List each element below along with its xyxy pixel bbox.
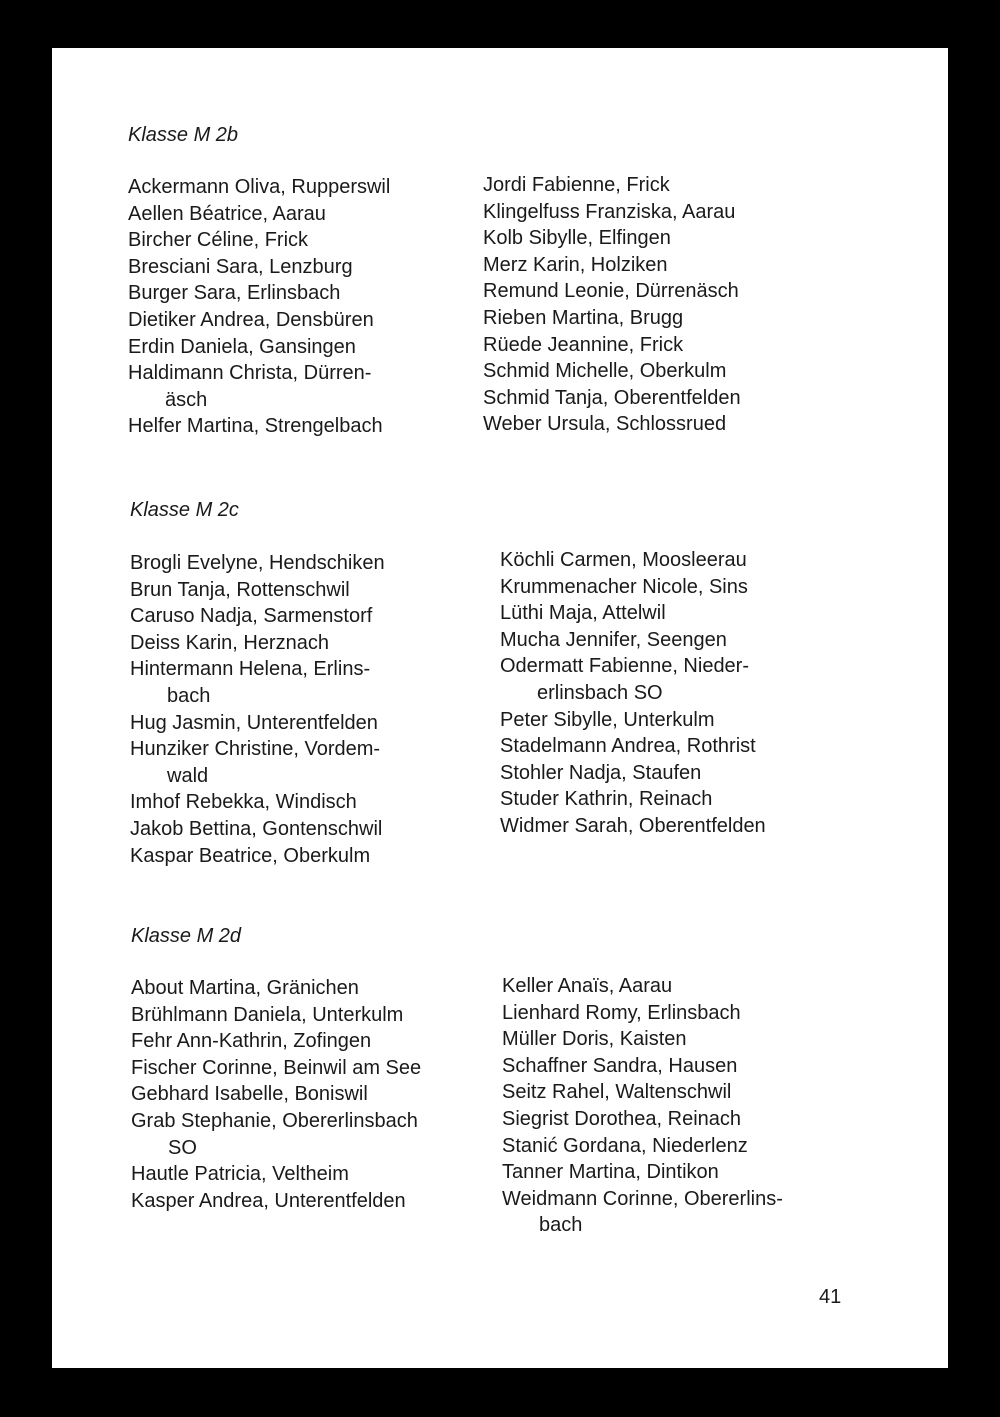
student-entry-text: Rüede Jeannine, Frick [483,333,684,356]
student-list-left [130,550,385,869]
student-entry-text: Fischer Corinne, Beinwil am See [131,1056,422,1079]
section-heading: Klasse M 2c [130,499,239,521]
student-entry-text: Burger Sara, Erlinsbach [128,282,341,305]
student-entry [500,653,766,706]
student-entry-text: Schaffner Sandra, Hausen [502,1054,738,1077]
student-entry [500,600,766,627]
student-entry [131,1188,421,1215]
student-entry-text: Krummenacher Nicole, Sins [500,575,748,598]
student-entry-text: Rieben Martina, Brugg [483,306,684,329]
student-entry-text: Lüthi Maja, Attelwil [500,602,666,625]
student-entry-text: Kolb Sibylle, Elfingen [483,227,671,250]
student-entry-text: Hautle Patricia, Veltheim [131,1163,349,1186]
student-entry [502,1106,783,1133]
student-entry [502,1133,783,1160]
student-entry [483,332,741,359]
student-entry [130,630,385,657]
student-entry-text: Remund Leonie, Dürrenäsch [483,280,739,303]
student-entry [130,710,385,737]
student-entry [131,1002,421,1029]
student-entry [131,1161,421,1188]
student-list-right [483,172,741,438]
student-entry [128,280,390,307]
student-entry [502,1026,783,1053]
student-entry [130,843,385,870]
student-entry [131,1055,421,1082]
student-entry-text: Kaspar Beatrice, Oberkulm [130,844,371,867]
page-number: 41 [819,1286,842,1308]
student-entry [128,174,390,201]
student-entry [483,172,741,199]
student-list-right [500,547,766,840]
student-entry-text: Weidmann Corinne, Obererlins- [502,1187,783,1210]
student-entry-text: Erdin Daniela, Gansingen [128,335,356,358]
student-entry [131,1081,421,1108]
student-entry [128,360,390,413]
student-entry-text: Tanner Martina, Dintikon [502,1161,719,1184]
student-entry-text: Schmid Michelle, Oberkulm [483,360,727,383]
student-entry [500,574,766,601]
student-entry [502,973,783,1000]
student-entry-continuation: äsch [165,388,208,411]
student-entry [131,975,421,1002]
student-entry [483,411,741,438]
student-entry-continuation: bach [539,1214,583,1237]
student-entry-text: Caruso Nadja, Sarmenstorf [130,605,373,628]
student-entry-text: Schmid Tanja, Oberentfelden [483,386,741,409]
student-entry [500,786,766,813]
student-entry [130,550,385,577]
student-entry [500,707,766,734]
student-entry [483,358,741,385]
student-entry-text: Hintermann Helena, Erlins- [130,658,371,681]
student-entry-text: Hug Jasmin, Unterentfelden [130,711,378,734]
student-entry [130,816,385,843]
student-entry-text: Fehr Ann-Kathrin, Zofingen [131,1030,372,1053]
student-entry-text: Köchli Carmen, Moosleerau [500,549,747,571]
student-entry [130,736,385,789]
student-entry [130,577,385,604]
student-entry-text: Stanić Gordana, Niederlenz [502,1134,748,1157]
student-entry [502,1159,783,1186]
student-entry [500,547,766,574]
student-entry [483,385,741,412]
student-entry-text: Stadelmann Andrea, Rothrist [500,735,756,758]
student-entry [500,760,766,787]
student-list-right [502,973,783,1239]
student-entry [502,1053,783,1080]
student-entry-text: Peter Sibylle, Unterkulm [500,708,715,731]
student-entry-text: Helfer Martina, Strengelbach [128,415,383,438]
student-entry-text: Odermatt Fabienne, Nieder- [500,655,750,678]
student-entry [128,413,390,440]
student-entry [128,201,390,228]
student-entry-text: Deiss Karin, Herznach [130,631,329,654]
student-entry-text: Brun Tanja, Rottenschwil [130,578,350,601]
student-entry [130,603,385,630]
student-entry [130,789,385,816]
student-entry [483,305,741,332]
student-entry-continuation: bach [167,684,211,707]
student-entry-text: Siegrist Dorothea, Reinach [502,1107,742,1130]
student-entry-text: Dietiker Andrea, Densbüren [128,308,374,331]
student-entry [128,334,390,361]
student-entry-text: Brogli Evelyne, Hendschiken [130,552,385,574]
student-entry [500,733,766,760]
student-entry-continuation: erlinsbach SO [537,681,663,704]
student-entry [502,1079,783,1106]
student-entry-text: Haldimann Christa, Dürren- [128,362,372,385]
student-entry-text: Jakob Bettina, Gontenschwil [130,817,383,840]
student-entry-text: Kasper Andrea, Unterentfelden [131,1189,406,1212]
student-entry-text: Lienhard Romy, Erlinsbach [502,1001,741,1024]
student-entry [483,252,741,279]
student-entry-text: Aellen Béatrice, Aarau [128,202,326,225]
student-entry [130,656,385,709]
section-heading: Klasse M 2d [131,925,242,947]
student-entry [131,1108,421,1161]
student-list-left [128,174,390,440]
student-entry-text: Klingelfuss Franziska, Aarau [483,200,736,223]
student-entry [483,199,741,226]
student-entry-text: Jordi Fabienne, Frick [483,174,670,196]
section-heading: Klasse M 2b [128,124,239,146]
student-entry-text: Ackermann Oliva, Rupperswil [128,176,391,198]
student-entry-text: Bresciani Sara, Lenzburg [128,255,353,278]
student-entry-text: About Martina, Gränichen [131,977,359,999]
student-entry-text: Brühlmann Daniela, Unterkulm [131,1003,404,1026]
student-entry [483,225,741,252]
student-entry-text: Seitz Rahel, Waltenschwil [502,1081,732,1104]
student-entry-text: Hunziker Christine, Vordem- [130,738,381,761]
document-page [52,48,948,1368]
student-entry-continuation: SO [168,1136,197,1159]
student-entry [483,278,741,305]
student-entry [500,627,766,654]
student-entry-text: Bircher Céline, Frick [128,229,309,252]
student-entry-text: Stohler Nadja, Staufen [500,761,702,784]
student-entry [500,813,766,840]
student-entry [502,1000,783,1027]
student-entry [128,254,390,281]
student-entry [502,1186,783,1239]
student-list-left [131,975,421,1214]
student-entry-text: Merz Karin, Holziken [483,253,668,276]
student-entry-text: Müller Doris, Kaisten [502,1028,687,1051]
student-entry-text: Studer Kathrin, Reinach [500,788,713,811]
student-entry-text: Imhof Rebekka, Windisch [130,791,357,814]
student-entry-text: Gebhard Isabelle, Boniswil [131,1083,368,1106]
student-entry-text: Widmer Sarah, Oberentfelden [500,814,766,837]
student-entry-text: Mucha Jennifer, Seengen [500,628,727,651]
student-entry [128,227,390,254]
student-entry-text: Keller Anaïs, Aarau [502,975,673,997]
student-entry-text: Grab Stephanie, Obererlinsbach [131,1109,418,1132]
student-entry-continuation: wald [167,764,209,787]
student-entry [131,1028,421,1055]
student-entry-text: Weber Ursula, Schlossrued [483,413,727,436]
student-entry [128,307,390,334]
